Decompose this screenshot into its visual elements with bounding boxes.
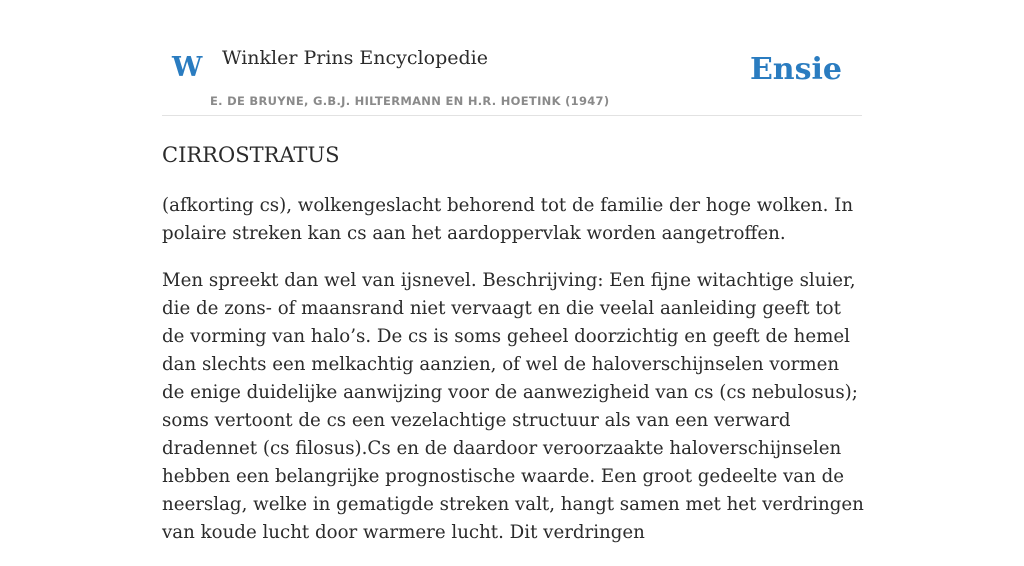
winkler-prins-logo[interactable]: W [172,52,203,83]
entry-title: CIRROSTRATUS [162,143,340,167]
source-header [162,0,862,116]
entry-paragraph: (afkorting cs), wolkengeslacht behorend tot de familie der hoge wolken. In polaire streken kan cs aan het aardoppervlak worden aangetroffen. [162,195,854,244]
entry-paragraph: Men spreekt dan wel van ijsnevel. Beschrijving: Een fijne witachtige sluier, die de zons- of maansrand niet vervaagt en die veelal aanleiding geeft tot de vorming van halo’s. De cs is soms geheel doorzichtig en geeft de hemel dan slechts een melkachtig aanzien, of wel de haloverschijnselen vormen de enige duidelijke aanwijzing voor de aanwezigheid van cs (cs nebulosus); soms vertoont de cs een vezelachtige structuur als van een verward dradennet (cs filosus).Cs en de daardoor veroorzaakte haloverschijnselen hebben een belangrijke prognostische waarde. Een groot gedeelte van de neerslag, welke in gematigde streken valt, hangt samen met het verdringen van koude lucht door warmere lucht. Dit verdringen [162,270,864,543]
ensie-logo[interactable]: Ensie [749,52,842,87]
source-authors: E. DE BRUYNE, G.B.J. HILTERMANN EN H.R. HOETINK (1947) [210,94,610,108]
source-title[interactable]: Winkler Prins Encyclopedie [222,47,488,69]
entry-content [162,192,866,566]
